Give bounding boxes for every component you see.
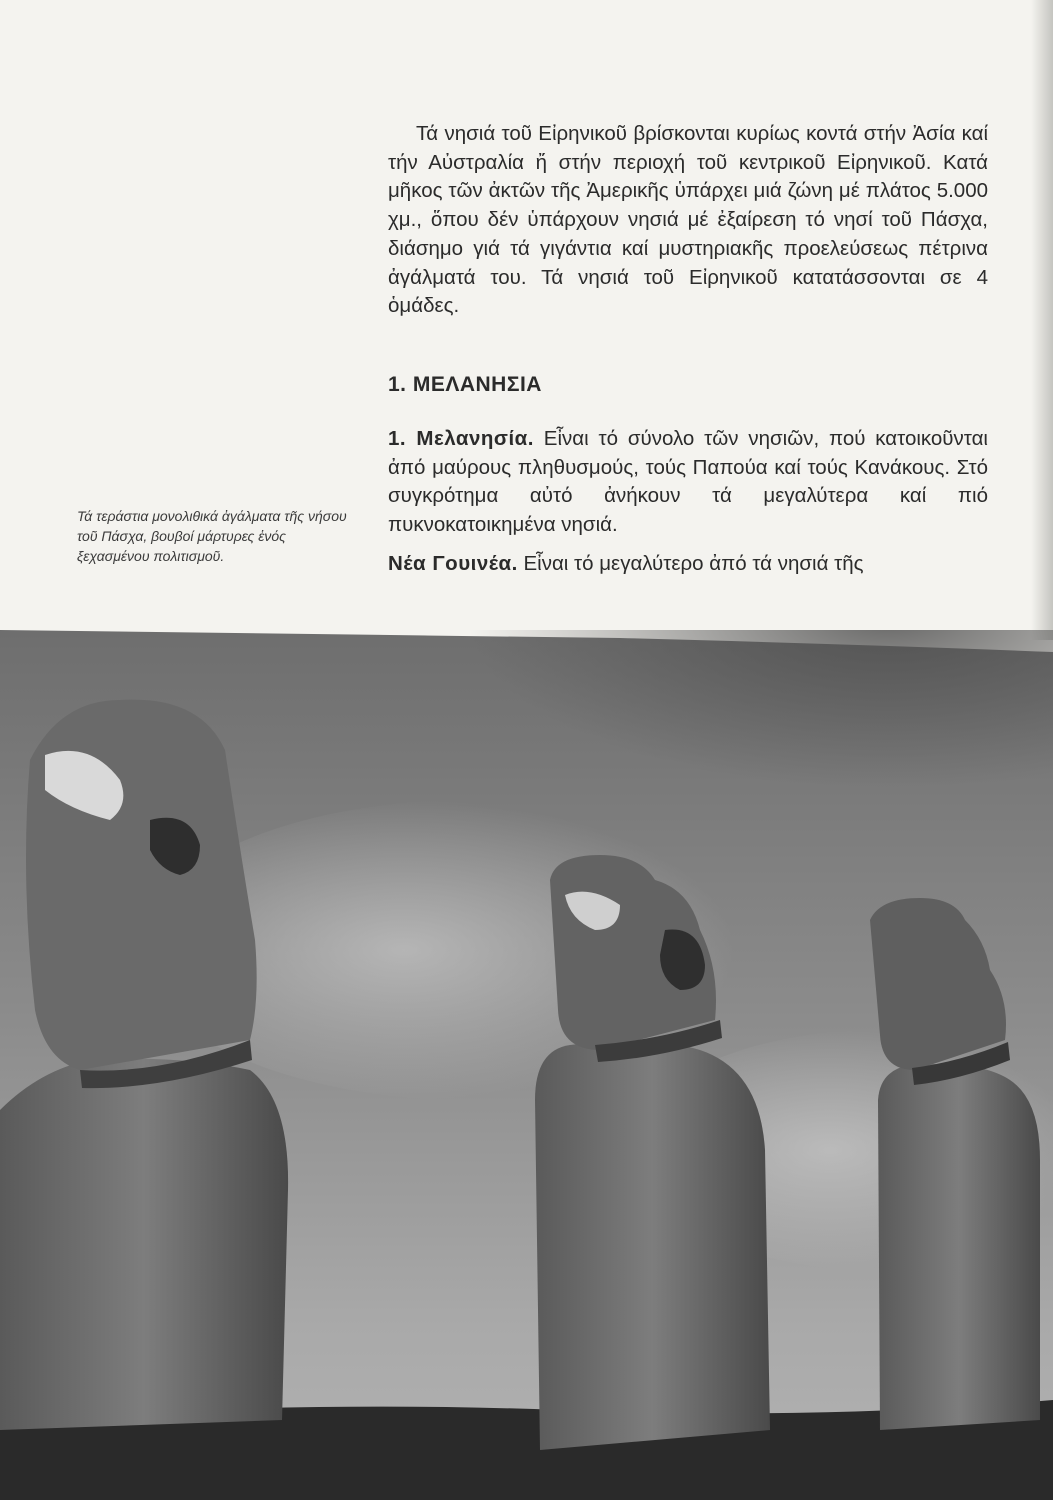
new-guinea-term: Νέα Γουινέα. bbox=[388, 552, 518, 575]
section-heading: 1. ΜΕΛΑΝΗΣΙΑ bbox=[388, 373, 542, 396]
melanesia-text: Εἶναι τό σύνολο τῶν νησιῶν, πού κατοικοῦνται ἀπό μαύρους πληθυσμούς, τούς Παπούα καί τούς Κανάκους. Στό συγκρότημα αὐτό ἀνήκουν τά μεγαλύτερα καί πιό πυκνοκατοικημένα νησιά. bbox=[388, 427, 988, 536]
moai-photo bbox=[0, 630, 1053, 1500]
melanesia-paragraph bbox=[388, 425, 988, 539]
intro-text: Τά νησιά τοῦ Εἰρηνικοῦ βρίσκονται κυρίως κοντά στήν Ἀσία καί τήν Αὐστραλία ἤ στήν περιοχή τοῦ κεντρικοῦ Εἰρηνικοῦ. Κατά μῆκος τῶν ἀκτῶν τῆς Ἀμερικῆς ὑπάρχει μιά ζώνη μέ πλάτος 5.000 χμ., ὅπου δέν ὑπάρχουν νησιά μέ ἐξαίρεση τό νησί τοῦ Πάσχα, διάσημο γιά τά γιγάντια καί μυστηριακῆς προελεύσεως πέτρινα ἀγάλματά του. Τά νησιά τοῦ Εἰρηνικοῦ κατατάσσονται σε 4 ὁμάδες. bbox=[388, 122, 988, 318]
melanesia-term: 1. Μελανησία. bbox=[388, 427, 534, 450]
photo-caption: Τά τεράστια μονολιθικά ἀγάλματα τῆς νήσου τοῦ Πάσχα, βουβοί μάρτυρες ἑνός ξεχασμένου πολιτισμοῦ. bbox=[77, 508, 347, 564]
page-edge-shadow bbox=[1031, 0, 1053, 640]
moai-photo-illustration bbox=[0, 630, 1053, 1500]
new-guinea-text: Εἶναι τό μεγαλύτερο ἀπό τά νησιά τῆς bbox=[517, 552, 864, 575]
new-guinea-paragraph bbox=[388, 550, 988, 579]
intro-paragraph bbox=[388, 120, 988, 321]
